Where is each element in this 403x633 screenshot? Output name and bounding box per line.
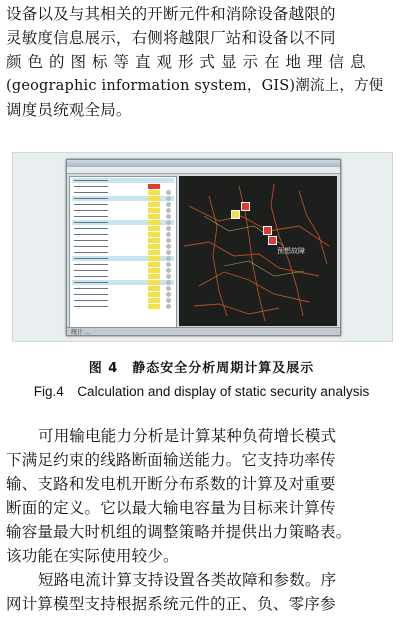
analysis-list-panel <box>69 176 177 328</box>
alarm-marker-red[interactable] <box>268 236 277 245</box>
gis-map <box>179 176 337 326</box>
text-line: 短路电流计算支持设置各类故障和参数。序 <box>38 571 337 589</box>
list-row <box>72 256 174 261</box>
window-statusbar <box>67 327 340 335</box>
list-row <box>72 214 174 219</box>
text-line: 该功能在实际使用较少。 <box>6 547 179 565</box>
list-row <box>72 226 174 231</box>
list-row <box>72 232 174 237</box>
list-row <box>72 238 174 243</box>
list-row <box>72 184 174 189</box>
list-row <box>72 220 174 225</box>
list-row <box>72 190 174 195</box>
list-row <box>72 280 174 285</box>
list-row <box>72 298 174 303</box>
list-row <box>72 286 174 291</box>
list-row <box>72 304 174 309</box>
figure-caption-en: Fig.4 Calculation and display of static security analysis <box>33 384 370 399</box>
alarm-marker-yellow[interactable] <box>231 210 240 219</box>
list-row <box>72 274 174 279</box>
text-line: 颜色的图标等直观形式显示在地理信息 <box>6 53 372 71</box>
text-line: 网计算模型支持根据系统元件的正、负、零序参 <box>6 595 336 613</box>
list-row <box>72 268 174 273</box>
app-window <box>66 159 341 336</box>
window-toolbar <box>67 167 340 174</box>
figure-caption-cn: 图 4 静态安全分析周期计算及展示 <box>88 361 315 376</box>
text-line: 可用输电能力分析是计算某种负荷增长模式 <box>38 427 337 445</box>
paragraph-bottom <box>0 424 403 616</box>
contingency-label: 预想故障 <box>277 247 305 255</box>
text-line: 断面的定义。它以最大输电容量为目标来计算传 <box>6 499 336 517</box>
list-row <box>72 250 174 255</box>
window-titlebar <box>67 160 340 167</box>
list-row <box>72 208 174 213</box>
text-line: 下满足约束的线路断面输送能力。它支持功率传 <box>6 451 336 469</box>
text-line: 调度员统观全局。 <box>6 101 132 119</box>
list-row <box>72 292 174 297</box>
power-flow-lines <box>179 176 337 326</box>
text-line: 灵敏度信息展示，右侧将越限厂站和设备以不同 <box>6 29 336 47</box>
text-line: (geographic information system，GIS)潮流上，方便 <box>6 78 384 94</box>
list-row <box>72 262 174 267</box>
text-line: 输容量最大时机组的调整策略并提供出力策略表。 <box>6 523 352 541</box>
alarm-marker-red[interactable] <box>241 202 250 211</box>
list-row <box>72 202 174 207</box>
text-line: 输、支路和发电机开断分布系数的计算及对重要 <box>6 475 336 493</box>
status-text: 统计 … <box>71 329 91 336</box>
list-row <box>72 244 174 249</box>
figure-screenshot <box>12 152 393 342</box>
list-row <box>72 178 174 183</box>
list-row <box>72 196 174 201</box>
paragraph-top <box>0 2 403 122</box>
text-line: 设备以及与其相关的开断元件和消除设备越限的 <box>6 5 336 23</box>
alarm-marker-red[interactable] <box>263 226 272 235</box>
